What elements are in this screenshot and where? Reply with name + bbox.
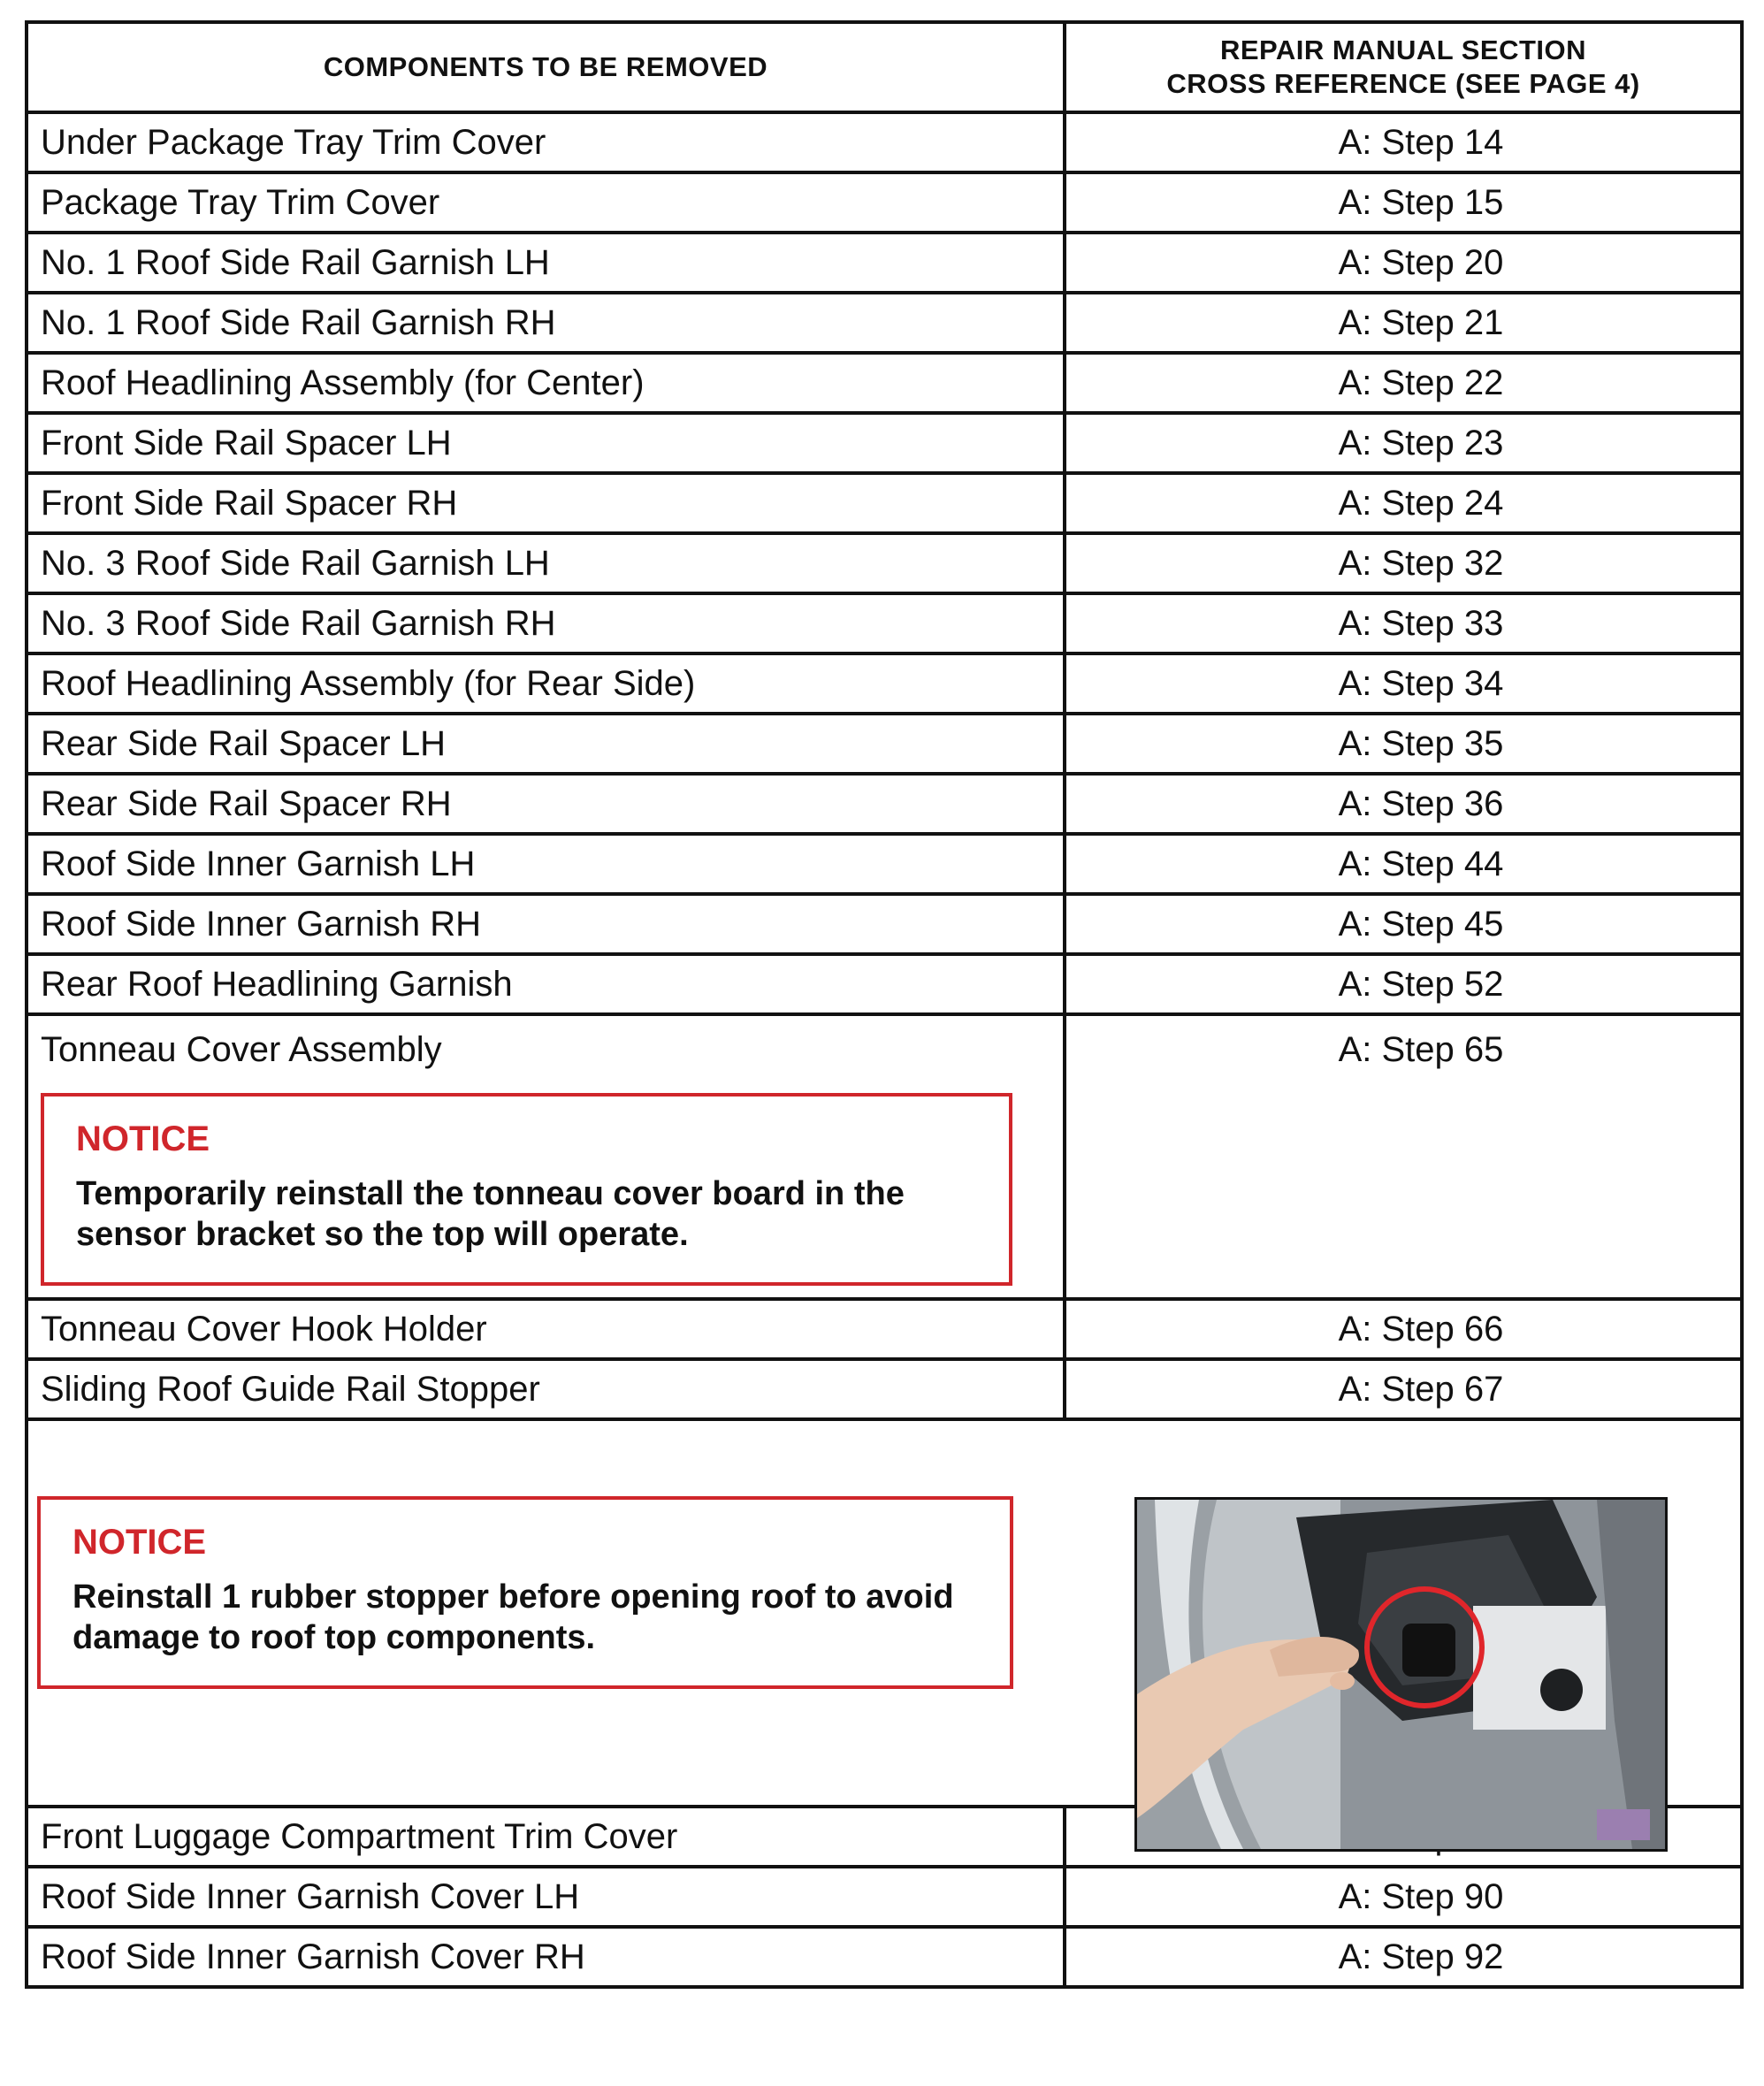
component-cell: No. 1 Roof Side Rail Garnish LH bbox=[27, 233, 1065, 293]
tonneau-component-label: Tonneau Cover Assembly bbox=[41, 1030, 442, 1069]
reference-cell: A: Step 24 bbox=[1065, 473, 1742, 533]
table-row bbox=[27, 473, 1742, 533]
tonneau-reference-label: A: Step 65 bbox=[1338, 1030, 1504, 1069]
component-cell: Rear Side Rail Spacer LH bbox=[27, 714, 1065, 774]
component-cell: Roof Headlining Assembly (for Rear Side) bbox=[27, 653, 1065, 714]
component-cell: Roof Side Inner Garnish RH bbox=[27, 894, 1065, 954]
component-cell: No. 1 Roof Side Rail Garnish RH bbox=[27, 293, 1065, 353]
reference-cell: A: Step 14 bbox=[1065, 112, 1742, 172]
component-cell: Roof Side Inner Garnish Cover LH bbox=[27, 1867, 1065, 1927]
reference-cell: A: Step 45 bbox=[1065, 894, 1742, 954]
reference-cell: A: Step 52 bbox=[1065, 954, 1742, 1014]
table-row bbox=[27, 834, 1742, 894]
header-ref-line1: REPAIR MANUAL SECTION bbox=[1219, 34, 1587, 65]
table-row bbox=[27, 653, 1742, 714]
component-cell: Roof Headlining Assembly (for Center) bbox=[27, 353, 1065, 413]
component-cell: Roof Side Inner Garnish LH bbox=[27, 834, 1065, 894]
reference-cell: A: Step 67 bbox=[1065, 1359, 1742, 1419]
component-cell: No. 3 Roof Side Rail Garnish RH bbox=[27, 593, 1065, 653]
stopper-notice-box bbox=[37, 1496, 1013, 1689]
reference-cell: A: Step 36 bbox=[1065, 774, 1742, 834]
reference-cell: A: Step 66 bbox=[1065, 1299, 1742, 1359]
table-row bbox=[27, 714, 1742, 774]
component-cell: Tonneau Cover Hook Holder bbox=[27, 1299, 1065, 1359]
header-ref-line2: CROSS REFERENCE (SEE PAGE 4) bbox=[1166, 68, 1640, 99]
component-cell: Sliding Roof Guide Rail Stopper bbox=[27, 1359, 1065, 1419]
table-row bbox=[27, 954, 1742, 1014]
tonneau-row bbox=[27, 1014, 1742, 1299]
reference-cell: A: Step 92 bbox=[1065, 1927, 1742, 1987]
reference-cell: A: Step 22 bbox=[1065, 353, 1742, 413]
notice-body: Reinstall 1 rubber stopper before opening roof to avoid damage to roof top components. bbox=[73, 1578, 954, 1656]
reference-cell: A: Step 34 bbox=[1065, 653, 1742, 714]
notice-title: NOTICE bbox=[76, 1119, 210, 1158]
table-row bbox=[27, 293, 1742, 353]
component-cell: Package Tray Trim Cover bbox=[27, 172, 1065, 233]
component-cell: No. 3 Roof Side Rail Garnish LH bbox=[27, 533, 1065, 593]
reference-cell: A: Step 32 bbox=[1065, 533, 1742, 593]
table-row bbox=[27, 894, 1742, 954]
rubber-stopper-photo bbox=[1134, 1497, 1668, 1852]
header-cross-reference bbox=[1065, 22, 1742, 112]
table-row bbox=[27, 353, 1742, 413]
header-components: COMPONENTS TO BE REMOVED bbox=[27, 22, 1065, 112]
notice-title: NOTICE bbox=[73, 1523, 207, 1562]
reference-cell: A: Step 33 bbox=[1065, 593, 1742, 653]
table-row bbox=[27, 1927, 1742, 1987]
reference-cell: A: Step 44 bbox=[1065, 834, 1742, 894]
table-row bbox=[27, 774, 1742, 834]
notice-body: Temporarily reinstall the tonneau cover board in the sensor bracket so the top will operate. bbox=[76, 1175, 905, 1253]
table-row bbox=[27, 533, 1742, 593]
tonneau-notice-box bbox=[41, 1093, 1012, 1286]
component-cell: Roof Side Inner Garnish Cover RH bbox=[27, 1927, 1065, 1987]
table-row bbox=[27, 593, 1742, 653]
component-cell: Rear Roof Headlining Garnish bbox=[27, 954, 1065, 1014]
reference-cell: A: Step 15 bbox=[1065, 172, 1742, 233]
table-row bbox=[27, 1299, 1742, 1359]
reference-cell: A: Step 21 bbox=[1065, 293, 1742, 353]
table-row bbox=[27, 172, 1742, 233]
table-row bbox=[27, 413, 1742, 473]
stopper-photo-illustration bbox=[1137, 1500, 1665, 1849]
table-row bbox=[27, 233, 1742, 293]
component-cell bbox=[27, 1014, 1065, 1299]
reference-cell: A: Step 35 bbox=[1065, 714, 1742, 774]
component-cell: Front Side Rail Spacer LH bbox=[27, 413, 1065, 473]
table-row bbox=[27, 1867, 1742, 1927]
component-cell: Front Side Rail Spacer RH bbox=[27, 473, 1065, 533]
reference-cell: A: Step 20 bbox=[1065, 233, 1742, 293]
reference-cell: A: Step 23 bbox=[1065, 413, 1742, 473]
component-cell: Front Luggage Compartment Trim Cover bbox=[27, 1807, 1065, 1867]
table-header-row bbox=[27, 22, 1742, 112]
component-cell: Rear Side Rail Spacer RH bbox=[27, 774, 1065, 834]
reference-cell: A: Step 90 bbox=[1065, 1867, 1742, 1927]
table-row bbox=[27, 1359, 1742, 1419]
component-cell: Under Package Tray Trim Cover bbox=[27, 112, 1065, 172]
reference-cell bbox=[1065, 1014, 1742, 1299]
table-row bbox=[27, 112, 1742, 172]
